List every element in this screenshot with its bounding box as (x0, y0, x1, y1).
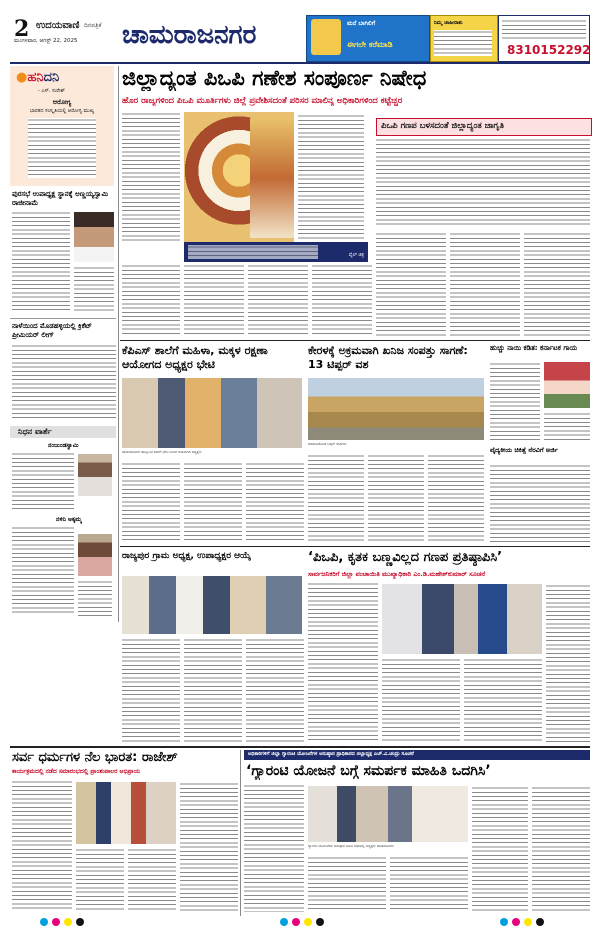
pop-quote-subhead: ಸಾರ್ವಜನಿಕರಿಗೆ ಜಿಲ್ಲಾ ಪಂಚಾಯಿತಿ ಮುಖ್ಯಾಧಿಕಾರಿ ಎಂ.ಡಿ.ಮಹೇಶ್‌ಕುಮಾರ್ ಸೂಚನೆ (308, 570, 486, 578)
story2-body (12, 344, 116, 420)
kps-photo (122, 378, 302, 448)
ad-banner-1[interactable] (306, 15, 430, 62)
obit2-name: ನಳಿನಿ ಅಕ್ಕಮ್ಮ (56, 516, 82, 523)
honey-column (10, 66, 114, 186)
pop-quote-headline: ‘ಪಿಒಪಿ, ಕೃತಕ ಬಣ್ಣವಿಲ್ಲದ ಗಣಪ ಪ್ರತಿಷ್ಠಾಪಿಸಿ’ (308, 550, 503, 565)
ad-banner-2[interactable] (430, 15, 498, 62)
story1-photo (74, 212, 114, 262)
pop-quote-photo (382, 584, 542, 654)
honey-drop-icon: ● (16, 70, 28, 85)
lead-subhead: ಹೊರ ರಾಜ್ಯಗಳಿಂದ ಪಿಒಪಿ ಮೂರ್ತಿಗಳು ಜಿಲ್ಲೆ ಪ್ರವೇಶಿಸದಂತೆ ಪರಿಸರ ಮಾಲಿನ್ಯ ಅಧಿಕಾರಿಗಳಿಂದ ಕಟ್ಟೆಚ್ಚರ (122, 96, 403, 106)
cow-headline: ಹುಚ್ಚು ನಾಯಿ ಕಡಿತ: ಕರ್ನಾಟಕ ಗಾಯ (490, 344, 578, 352)
guarantee-headline: ‘ಗ್ಯಾರಂಟಿ ಯೋಜನೆ ಬಗ್ಗೆ ಸಮರ್ಪಕ ಮಾಹಿತಿ ಒದಗಿಸಿ’ (246, 763, 491, 779)
sarva-headline: ಸರ್ವ ಧರ್ಮಗಳ ನೆಲ ಭಾರತ: ರಾಜೇಶ್ (12, 750, 178, 765)
obit1-photo (78, 454, 112, 496)
lead-headline: ಜಿಲ್ಲಾದ್ಯಂತ ಪಿಒಪಿ ಗಣೇಶ ಸಂಪೂರ್ಣ ನಿಷೇಧ (122, 66, 427, 90)
story1-body (12, 211, 70, 313)
lead-photo-caption-band (184, 242, 368, 262)
lead-box-body (376, 138, 590, 228)
ad-banner-3[interactable] (498, 15, 590, 62)
honey-brand-left: ಹನಿ (27, 70, 44, 85)
ganesha-photo-2 (250, 118, 294, 238)
guarantee-photo (308, 786, 468, 842)
ad1-top-text: ಮನೆ ಬಾಗಿಲಿಗೆ (347, 20, 376, 27)
phone-icon (311, 19, 341, 55)
guarantee-kicker (244, 750, 590, 760)
obituary-header (10, 426, 116, 438)
date-line: ಮಂಗಳವಾರ, ಆಗಸ್ಟ್ 22, 2025 (14, 38, 78, 44)
obit2-photo (78, 534, 112, 576)
rajapura-photo (122, 576, 302, 634)
honey-title: ಆರೋಗ್ಯ (52, 98, 72, 106)
sarva-subhead: ಕಾರ್ಯಕ್ರಮದಲ್ಲಿ ನಡೆದ ಸಮಾರಂಭದಲ್ಲಿ ಪ್ರಾಂಶುಪಾಲರ ಅಭಿಪ್ರಾಯ (12, 768, 141, 775)
sarva-photo (76, 782, 176, 844)
lead-body-col1 (122, 112, 180, 242)
honey-body: ಭಾರತದ ಸಂಸ್ಕೃತಿಯಲ್ಲಿ ಆರೋಗ್ಯ ಮುಖ್ಯ (29, 108, 95, 114)
kerala-headline: ಕೇರಳಕ್ಕೆ ಅಕ್ರಮವಾಗಿ ಖನಿಜ ಸಂಪತ್ತು ಸಾಗಣೆ: 13 ಟಿಪ್ಪರ್ ವಶ (308, 344, 468, 371)
kps-caption: ಚಾಮರಾಜನಗರ ತಾಲ್ಲೂಕಿನ ಶಾಲೆಗೆ ಭೇಟಿ ನೀಡಿದ ಆಯೋಗದ ಅಧ್ಯಕ್ಷರು (122, 450, 202, 454)
honey-author: - ಎಸ್. ಸುರೇಶ್ (38, 88, 65, 94)
edition-tag: ದಿನಪತ್ರಿಕೆ (84, 22, 102, 29)
page-number: 2 (14, 16, 30, 42)
registration-marks (0, 916, 600, 928)
cow-subheadline: ವೈದ್ಯಕೀಯ ಚಿಕಿತ್ಸೆ ನೆರವಿಗೆ ಅರ್ಜಿ (490, 446, 558, 454)
story2-headline: ನಾಳೆಯಿಂದ ಮೊಡಹಳ್ಳಿಯಲ್ಲಿ ಕ್ರಿಕೆಟ್ ಪ್ರೀಮಿಯರ್ ಲೀಗ್ (12, 322, 92, 339)
rajapura-headline: ರಾಜ್ಯಪುರ ಗ್ರಾಮ ಅಧ್ಯಕ್ಷ, ಉಪಾಧ್ಯಕ್ಷರ ಆಯ್ಕೆ (122, 551, 251, 561)
honey-brand-right: ದನಿ (43, 70, 60, 85)
lead-box-title (376, 118, 592, 136)
lead-pullquote (296, 112, 368, 242)
kps-headline: ಕೆಪಿಎಸ್ ಶಾಲೆಗೆ ಮಹಿಳಾ, ಮಕ್ಕಳ ರಕ್ಷಣಾ ಆಯೋಗದ ಅಧ್ಯಕ್ಷರ ಭೇಟಿ (122, 344, 268, 371)
obit1-name: ನಂಜುಂಡಸ್ವಾಮಿ (48, 442, 79, 449)
lead-photo-credit: ಫೈಲ್ ಚಿತ್ರ (348, 253, 364, 258)
guarantee-caption: ಗ್ಯಾರಂಟಿ ಯೋಜನೆಗಳ ಅನುಷ್ಠಾನ ಸಮಿತಿ ಸಭೆಯಲ್ಲಿ ಅಧ್ಯಕ್ಷರು ಮಾತನಾಡಿದರು (308, 844, 394, 848)
kerala-caption: ವಶಪಡಿಸಿಕೊಂಡ ಟಿಪ್ಪರ್ ಲಾರಿಗಳು (308, 442, 347, 446)
obituary-header-text: ನಿಧನ ವಾರ್ತೆ (18, 427, 52, 436)
guarantee-kicker-text: ಅಧಿಕಾರಿಗಳಿಗೆ ಜಿಲ್ಲಾ ಗ್ಯಾರಂಟಿ ಯೋಜನೆಗಳ ಅನುಷ್ಠಾನ ಪ್ರಾಧಿಕಾರದ ಜಿಲ್ಲಾಧ್ಯಕ್ಷ ಎಚ್.ವಿ.ಚಂದ್ರು ಸೂಚನೆ (248, 751, 414, 757)
ad2-title: ನಿಮ್ಮ ಜಾಹೀರಾತು (434, 20, 463, 26)
ad1-bottom-text: ಈಗಲೇ ಕರೆಮಾಡಿ (347, 40, 393, 49)
paper-name: ಉದಯವಾಣಿ (36, 20, 80, 31)
kerala-photo (308, 378, 484, 440)
cow-photo (544, 362, 590, 408)
ad3-phone: 8310152292 (507, 43, 591, 57)
section-title: ಚಾಮರಾಜನಗರ (122, 20, 257, 50)
lead-box-title-text: ಪಿಒಪಿ ಗಣಪ ಬಳಸದಂತೆ ಜಿಲ್ಲಾದ್ಯಂತ ಜಾಗೃತಿ (381, 121, 505, 131)
story1-headline: ಪುರಸಭೆ ಉಪಾಧ್ಯಕ್ಷ ಸ್ಥಾನಕ್ಕೆ ಅಣ್ಣಯ್ಯಸ್ವಾಮಿ ರಾಜೀನಾಮೆ (12, 190, 109, 207)
